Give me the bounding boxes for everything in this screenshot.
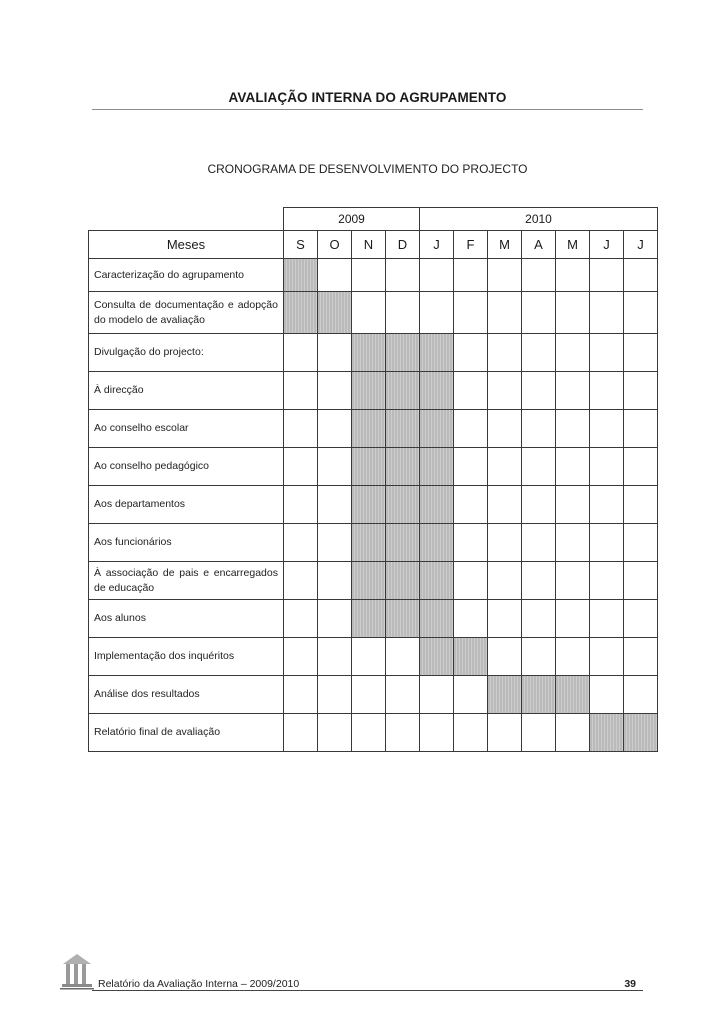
month-header-0: S <box>284 231 318 259</box>
schedule-cell <box>352 524 386 562</box>
schedule-cell <box>522 372 556 410</box>
schedule-cell <box>556 292 590 334</box>
schedule-cell <box>624 524 658 562</box>
schedule-cell <box>318 410 352 448</box>
schedule-cell <box>590 259 624 292</box>
schedule-cell <box>386 638 420 676</box>
schedule-cell <box>284 524 318 562</box>
task-row <box>89 600 658 638</box>
schedule-cell <box>284 334 318 372</box>
month-header-6: M <box>488 231 522 259</box>
schedule-cell <box>352 334 386 372</box>
schedule-cell <box>454 410 488 448</box>
schedule-cell <box>386 372 420 410</box>
schedule-cell <box>590 562 624 600</box>
schedule-cell <box>318 562 352 600</box>
month-header-8: M <box>556 231 590 259</box>
schedule-cell <box>522 714 556 752</box>
task-row <box>89 292 658 334</box>
task-row <box>89 259 658 292</box>
month-header-2: N <box>352 231 386 259</box>
schedule-cell <box>488 486 522 524</box>
task-label: Ao conselho escolar <box>89 410 284 448</box>
schedule-cell <box>284 600 318 638</box>
schedule-cell <box>556 410 590 448</box>
schedule-cell <box>488 410 522 448</box>
schedule-cell <box>522 448 556 486</box>
task-label: Consulta de documentação e adopção do modelo de avaliação <box>89 292 284 334</box>
schedule-cell <box>556 600 590 638</box>
month-header-row <box>89 231 658 259</box>
schedule-cell <box>624 334 658 372</box>
schedule-cell <box>556 524 590 562</box>
schedule-cell <box>556 372 590 410</box>
schedule-cell <box>624 410 658 448</box>
schedule-cell <box>284 676 318 714</box>
schedule-cell <box>454 448 488 486</box>
task-row <box>89 372 658 410</box>
schedule-cell <box>420 448 454 486</box>
month-header-3: D <box>386 231 420 259</box>
schedule-cell <box>386 524 420 562</box>
schedule-cell <box>420 259 454 292</box>
schedule-cell <box>488 562 522 600</box>
schedule-cell <box>386 676 420 714</box>
schedule-cell <box>556 259 590 292</box>
schedule-cell <box>386 562 420 600</box>
schedule-cell <box>454 486 488 524</box>
task-label: Aos alunos <box>89 600 284 638</box>
task-label: Divulgação do projecto: <box>89 334 284 372</box>
page-number: 39 <box>624 978 636 990</box>
page-header-title: AVALIAÇÃO INTERNA DO AGRUPAMENTO <box>228 90 507 105</box>
schedule-cell <box>590 292 624 334</box>
schedule-cell <box>420 410 454 448</box>
schedule-cell <box>284 372 318 410</box>
schedule-table <box>88 207 658 752</box>
schedule-cell <box>522 259 556 292</box>
schedule-cell <box>318 372 352 410</box>
schedule-cell <box>488 334 522 372</box>
schedule-cell <box>454 259 488 292</box>
schedule-cell <box>522 638 556 676</box>
task-label: Ao conselho pedagógico <box>89 448 284 486</box>
task-label: Implementação dos inquéritos <box>89 638 284 676</box>
schedule-cell <box>318 714 352 752</box>
schedule-cell <box>624 562 658 600</box>
schedule-cell <box>386 448 420 486</box>
schedule-cell <box>420 562 454 600</box>
schedule-cell <box>454 714 488 752</box>
schedule-cell <box>352 448 386 486</box>
schedule-cell <box>386 600 420 638</box>
schedule-cell <box>488 600 522 638</box>
schedule-cell <box>488 524 522 562</box>
schedule-cell <box>522 486 556 524</box>
year-2010: 2010 <box>420 208 658 231</box>
schedule-cell <box>420 372 454 410</box>
schedule-cell <box>352 259 386 292</box>
schedule-cell <box>318 334 352 372</box>
school-logo-icon <box>60 950 94 990</box>
schedule-cell <box>352 372 386 410</box>
schedule-cell <box>318 524 352 562</box>
schedule-cell <box>352 714 386 752</box>
schedule-cell <box>590 334 624 372</box>
schedule-cell <box>454 638 488 676</box>
schedule-cell <box>624 372 658 410</box>
page-subtitle: CRONOGRAMA DE DESENVOLVIMENTO DO PROJECTO <box>207 162 528 176</box>
task-row <box>89 562 658 600</box>
schedule-cell <box>284 486 318 524</box>
task-row <box>89 334 658 372</box>
footer-rule <box>92 990 643 991</box>
schedule-cell <box>454 524 488 562</box>
task-label: Aos funcionários <box>89 524 284 562</box>
schedule-cell <box>352 410 386 448</box>
schedule-cell <box>488 292 522 334</box>
schedule-cell <box>352 600 386 638</box>
schedule-cell <box>590 714 624 752</box>
schedule-cell <box>590 600 624 638</box>
task-label: Aos departamentos <box>89 486 284 524</box>
task-row <box>89 524 658 562</box>
schedule-cell <box>590 410 624 448</box>
schedule-cell <box>522 334 556 372</box>
schedule-cell <box>590 372 624 410</box>
schedule-cell <box>454 676 488 714</box>
schedule-cell <box>386 334 420 372</box>
schedule-cell <box>556 486 590 524</box>
schedule-cell <box>590 524 624 562</box>
schedule-cell <box>556 714 590 752</box>
schedule-cell <box>624 638 658 676</box>
schedule-cell <box>488 448 522 486</box>
month-header-7: A <box>522 231 556 259</box>
schedule-cell <box>522 292 556 334</box>
schedule-cell <box>386 410 420 448</box>
schedule-cell <box>488 638 522 676</box>
schedule-cell <box>522 524 556 562</box>
schedule-cell <box>556 676 590 714</box>
month-header-1: O <box>318 231 352 259</box>
schedule-cell <box>624 486 658 524</box>
task-label: À direcção <box>89 372 284 410</box>
schedule-cell <box>420 714 454 752</box>
task-label: Análise dos resultados <box>89 676 284 714</box>
schedule-cell <box>318 259 352 292</box>
schedule-cell <box>284 448 318 486</box>
schedule-cell <box>454 372 488 410</box>
schedule-cell <box>624 600 658 638</box>
year-header-blank <box>89 208 284 231</box>
schedule-cell <box>318 638 352 676</box>
schedule-cell <box>420 676 454 714</box>
schedule-cell <box>284 292 318 334</box>
schedule-cell <box>624 292 658 334</box>
schedule-cell <box>284 638 318 676</box>
schedule-cell <box>454 334 488 372</box>
footer-text: Relatório da Avaliação Interna – 2009/2010 <box>98 978 300 990</box>
schedule-cell <box>624 714 658 752</box>
schedule-cell <box>420 292 454 334</box>
schedule-cell <box>590 638 624 676</box>
schedule-cell <box>488 259 522 292</box>
schedule-cell <box>318 448 352 486</box>
schedule-cell <box>454 600 488 638</box>
schedule-cell <box>386 486 420 524</box>
schedule-cell <box>556 448 590 486</box>
schedule-cell <box>318 676 352 714</box>
schedule-cell <box>624 259 658 292</box>
schedule-cell <box>522 410 556 448</box>
task-row <box>89 714 658 752</box>
schedule-cell <box>420 524 454 562</box>
schedule-cell <box>352 292 386 334</box>
schedule-cell <box>420 486 454 524</box>
month-header-4: J <box>420 231 454 259</box>
schedule-cell <box>386 714 420 752</box>
schedule-cell <box>556 562 590 600</box>
task-label: Caracterização do agrupamento <box>89 259 284 292</box>
schedule-cell <box>488 372 522 410</box>
schedule-cell <box>522 676 556 714</box>
schedule-cell <box>420 600 454 638</box>
schedule-cell <box>624 676 658 714</box>
task-row <box>89 486 658 524</box>
schedule-cell <box>522 600 556 638</box>
schedule-cell <box>386 292 420 334</box>
schedule-cell <box>556 638 590 676</box>
task-label: Relatório final de avaliação <box>89 714 284 752</box>
schedule-cell <box>590 448 624 486</box>
schedule-cell <box>420 638 454 676</box>
schedule-cell <box>284 410 318 448</box>
task-row <box>89 448 658 486</box>
schedule-cell <box>590 486 624 524</box>
task-row <box>89 676 658 714</box>
schedule-cell <box>284 562 318 600</box>
schedule-cell <box>420 334 454 372</box>
schedule-cell <box>590 676 624 714</box>
month-header-10: J <box>624 231 658 259</box>
schedule-cell <box>352 562 386 600</box>
year-header-row <box>89 208 658 231</box>
month-header-5: F <box>454 231 488 259</box>
month-header-9: J <box>590 231 624 259</box>
schedule-cell <box>488 714 522 752</box>
schedule-cell <box>488 676 522 714</box>
task-row <box>89 410 658 448</box>
year-2009: 2009 <box>284 208 420 231</box>
meses-label: Meses <box>89 231 284 259</box>
schedule-cell <box>284 714 318 752</box>
schedule-cell <box>454 292 488 334</box>
schedule-cell <box>454 562 488 600</box>
schedule-cell <box>352 676 386 714</box>
schedule-cell <box>318 292 352 334</box>
schedule-cell <box>352 486 386 524</box>
schedule-cell <box>284 259 318 292</box>
schedule-cell <box>624 448 658 486</box>
task-label: À associação de pais e encarregados de educação <box>89 562 284 600</box>
schedule-cell <box>318 600 352 638</box>
schedule-cell <box>522 562 556 600</box>
task-row <box>89 638 658 676</box>
schedule-cell <box>386 259 420 292</box>
header-rule <box>92 109 643 110</box>
schedule-cell <box>352 638 386 676</box>
schedule-cell <box>556 334 590 372</box>
schedule-cell <box>318 486 352 524</box>
